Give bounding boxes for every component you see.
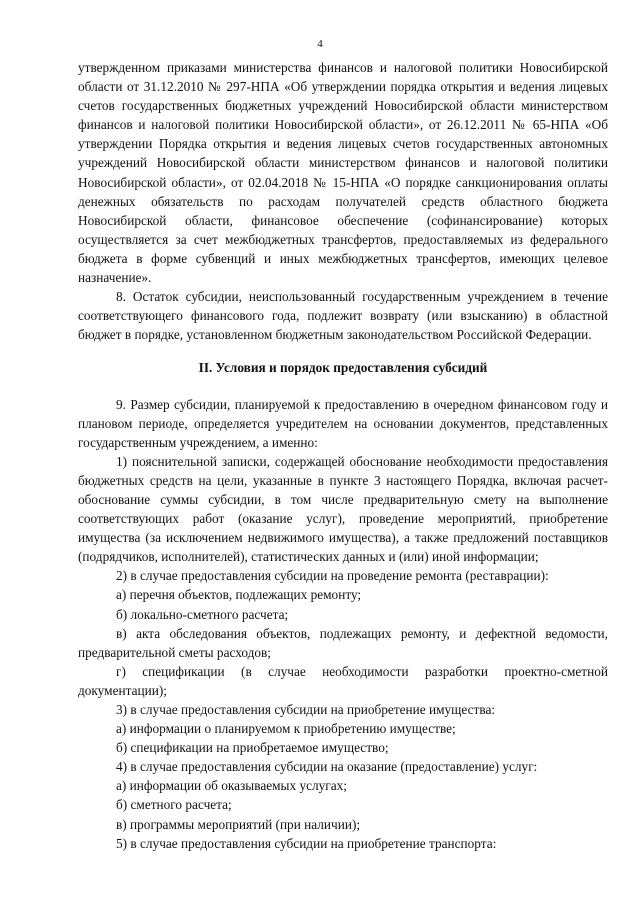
list-item: 5) в случае предоставления субсидии на приобретение транспорта:: [116, 835, 497, 851]
list-item: а) информации об оказываемых услугах;: [116, 778, 347, 794]
paragraph-item-9: 9. Размер субсидии, планируемой к предоставлению в очередном финансовом году и плановом периоде, определяется учредителем на основании документов, представленных государственным учреждением, а именно:: [78, 396, 608, 450]
list-item: б) локально-сметного расчета;: [116, 606, 289, 622]
list-item: г) спецификации (в случае необходимости разработки проектно-сметной документации);: [78, 663, 608, 698]
list-item: а) перечня объектов, подлежащих ремонту;: [116, 587, 362, 603]
list-item: в) программы мероприятий (при наличии);: [116, 816, 361, 832]
list-item: 4) в случае предоставления субсидии на оказание (предоставление) услуг:: [116, 759, 538, 775]
list-item: б) сметного расчета;: [116, 797, 232, 813]
document-body: [78, 58, 608, 853]
list-item: 3) в случае предоставления субсидии на приобретение имущества:: [116, 702, 496, 717]
list-item: а) информации о планируемом к приобретению имуществе;: [116, 721, 456, 737]
paragraph-item-8: 8. Остаток субсидии, неиспользованный государственным учреждением в течение соответствующего финансового года, подлежит возврату (или взысканию) в областной бюджет в порядке, установленном бюджетным законодательством Российской Федерации.: [78, 289, 608, 343]
paragraph-continuation: утвержденном приказами министерства финансов и налоговой политики Новосибирской области от 31.12.2010 № 297-НПА «Об утверждении порядка открытия и ведения лицевых счетов государственных бюджетных учреждений Новосибирской области министерством финансов и налоговой политики Новосибирской области», от 26.12.2011 № 65-НПА «Об утверждении Порядка открытия и ведения лицевых счетов государственных автономных учреждений Новосибирской области министерством финансов и налоговой политики Новосибирской области», от 02.04.2018 № 15-НПА «О порядке санкционирования оплаты денежных обязательств по расходам получателей средств областного бюджета Новосибирской области, финансовое обеспечение (софинансирование) которых осуществляется за счет межбюджетных трансфертов, предоставляемых из федерального бюджета в форме субвенций и иных межбюджетных трансфертов, имеющих целевое назначение».: [78, 60, 608, 286]
page-number: 4: [317, 38, 323, 50]
list-item: 2) в случае предоставления субсидии на проведение ремонта (реставрации):: [116, 568, 549, 584]
section-heading: II. Условия и порядок предоставления субсидий: [198, 360, 488, 376]
list-item: в) акта обследования объектов, подлежащих ремонту, и дефектной ведомости, предварительной сметы расходов;: [78, 625, 608, 660]
list-item: б) спецификации на приобретаемое имущество;: [116, 740, 389, 756]
list-item: 1) пояснительной записки, содержащей обоснование необходимости предоставления бюджетных средств на цели, указанные в пункте 3 настоящего Порядка, включая расчет-обоснование суммы субсидии, в том числе предварительную смету на выполнение соответствующих работ (оказание услуг), проведение мероприятий, приобретение имущества (за исключением недвижимого имущества), а также предложений поставщиков (подрядчиков, исполнителей), статистических данных и (или) иной информации;: [78, 453, 608, 565]
